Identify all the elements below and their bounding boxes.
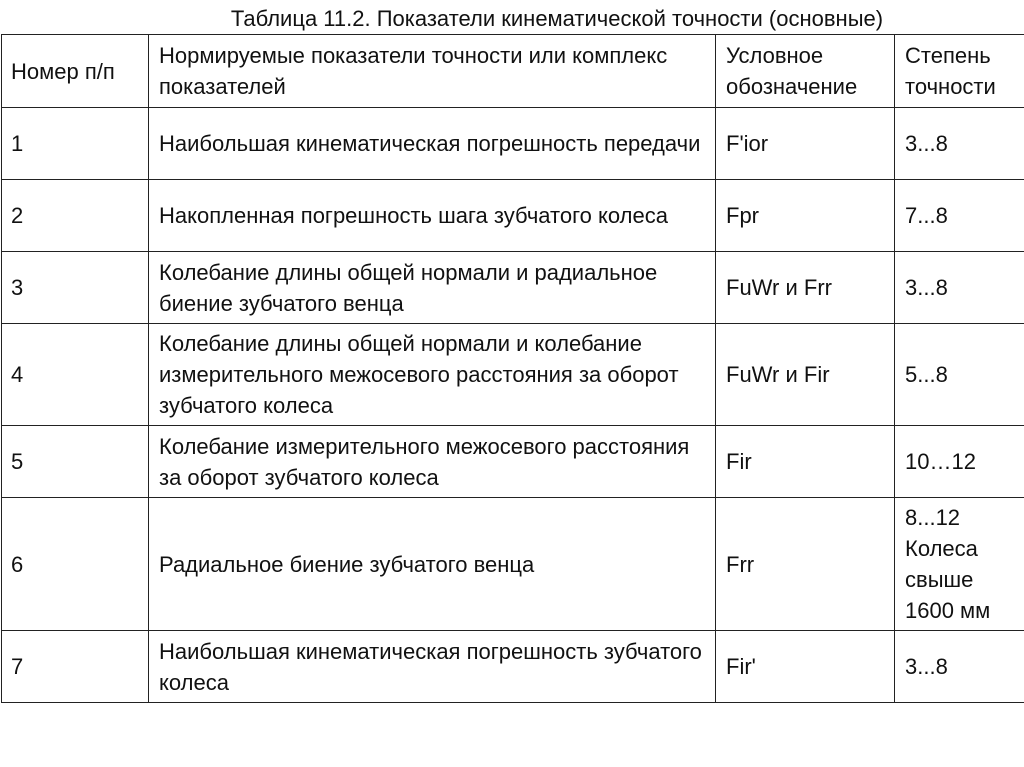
table-row <box>2 324 1024 426</box>
row-symbol: Fpr <box>716 180 895 252</box>
row-num: 1 <box>2 108 149 180</box>
header-degree: Степень точности <box>895 35 1024 108</box>
row-indicator: Колебание измерительного межосевого расстояния за оборот зубчатого колеса <box>149 426 716 498</box>
row-symbol: F'ior <box>716 108 895 180</box>
row-indicator: Радиальное биение зубчатого венца <box>149 498 716 631</box>
table-row <box>2 631 1024 703</box>
accuracy-table <box>1 34 1024 703</box>
row-symbol: Fir' <box>716 631 895 703</box>
row-symbol: FuWr и Fir <box>716 324 895 426</box>
row-degree: 10…12 <box>895 426 1024 498</box>
row-degree: 8...12 Колеса свыше 1600 мм <box>895 498 1024 631</box>
header-num: Номер п/п <box>2 35 149 108</box>
row-indicator: Колебание длины общей нормали и радиальное биение зубчатого венца <box>149 252 716 324</box>
table-row <box>2 180 1024 252</box>
row-num: 4 <box>2 324 149 426</box>
header-indicator: Нормируемые показатели точности или комплекс показателей <box>149 35 716 108</box>
row-degree: 7...8 <box>895 180 1024 252</box>
row-symbol: Fir <box>716 426 895 498</box>
row-degree: 3...8 <box>895 631 1024 703</box>
row-degree: 3...8 <box>895 252 1024 324</box>
table-row <box>2 498 1024 631</box>
table-header-row <box>2 35 1024 108</box>
row-indicator: Колебание длины общей нормали и колебание измерительного межосевого расстояния за оборот зубчатого колеса <box>149 324 716 426</box>
row-indicator: Наибольшая кинематическая погрешность зубчатого колеса <box>149 631 716 703</box>
row-indicator: Накопленная погрешность шага зубчатого колеса <box>149 180 716 252</box>
row-degree: 5...8 <box>895 324 1024 426</box>
row-symbol: Frr <box>716 498 895 631</box>
table-title: Таблица 11.2. Показатели кинематической точности (основные) <box>230 6 884 31</box>
row-num: 6 <box>2 498 149 631</box>
row-indicator: Наибольшая кинематическая погрешность передачи <box>149 108 716 180</box>
row-num: 5 <box>2 426 149 498</box>
row-symbol: FuWr и Frr <box>716 252 895 324</box>
row-num: 7 <box>2 631 149 703</box>
table-row <box>2 252 1024 324</box>
header-symbol: Условное обозначение <box>716 35 895 108</box>
row-num: 3 <box>2 252 149 324</box>
row-num: 2 <box>2 180 149 252</box>
table-row <box>2 108 1024 180</box>
row-degree: 3...8 <box>895 108 1024 180</box>
table-row <box>2 426 1024 498</box>
